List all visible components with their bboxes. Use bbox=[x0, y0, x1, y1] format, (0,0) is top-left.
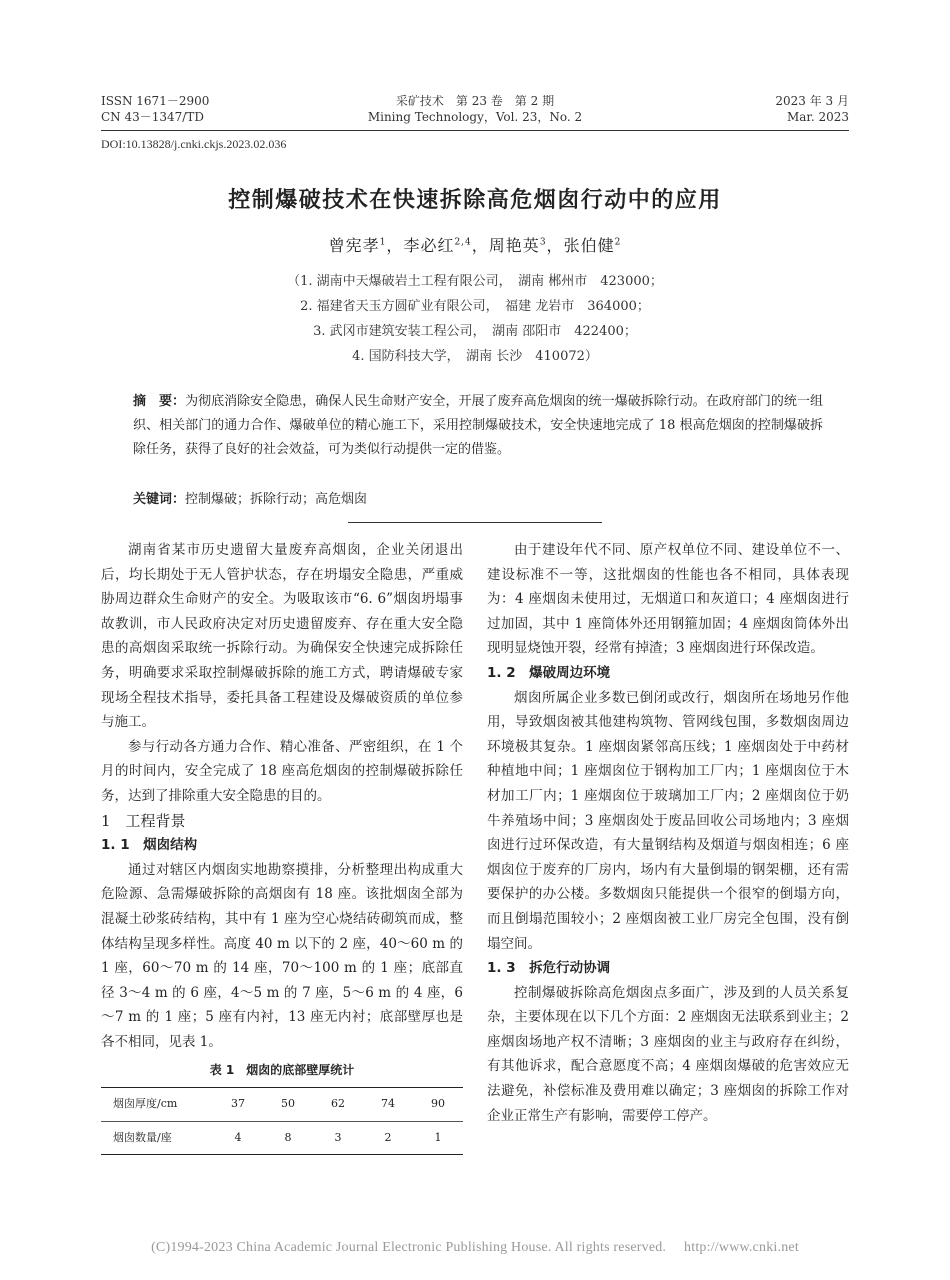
issn: ISSN 1671－2900 bbox=[101, 94, 210, 108]
keywords-label: 关键词： bbox=[133, 492, 186, 507]
section-heading: 1 工程背景 bbox=[101, 811, 186, 830]
author-sup: 2,4 bbox=[454, 237, 472, 248]
table-cell: 1 bbox=[413, 1121, 463, 1155]
author-name: 李必红 bbox=[403, 236, 455, 255]
author-sep: ， bbox=[471, 236, 489, 255]
paragraph: 烟囱所属企业多数已倒闭或改行，烟囱所在场地另作他用，导致烟囱被其他建构筑物、管网线包围，多数烟囱周边环境极其复杂。1 座烟囱紧邻高压线；1 座烟囱处于中药材种植地中间；1 座烟囱位于钢构加工厂内；1 座烟囱位于木材加工厂内；1 座烟囱位于玻璃加工厂内；2 座烟囱位于奶牛养殖场中间；3 座烟囱处于废品回收公司场地内；3 座烟囱进行过环保改造，有大量钢结构及烟道与烟囱相连；6 座烟囱位于废弃的厂房内，场内有大量倒塌的钢架棚，还有需要保护的办公楼。多数烟囱只能提供一个很窄的倒塌方向，而且倒塌范围较小；2 座烟囱被工业厂房完全包围，没有倒塌空间。 bbox=[487, 689, 849, 952]
table-cell: 62 bbox=[313, 1088, 363, 1122]
table-cell: 50 bbox=[263, 1088, 313, 1122]
affiliation-4: 4. 国防科技大学， 湖南 长沙 410072） bbox=[352, 349, 598, 364]
date-en: Mar. 2023 bbox=[786, 110, 849, 124]
table-cell: 37 bbox=[213, 1088, 263, 1122]
right-column bbox=[487, 538, 849, 1128]
header-left bbox=[101, 93, 209, 125]
header-rule bbox=[101, 130, 849, 131]
table-cell: 90 bbox=[413, 1088, 463, 1122]
table-cell: 3 bbox=[313, 1121, 363, 1155]
paragraph: 控制爆破拆除高危烟囱点多面广，涉及到的人员关系复杂，主要体现在以下几个方面：2 座烟囱无法联系到业主；2 座烟囱场地产权不清晰；3 座烟囱的业主与政府存在纠纷，有其他诉求，配合意愿度不高；4 座烟囱爆破的危害效应无法避免，补偿标准及费用难以确定；3 座烟囱的拆除工作对企业正常生产有影响，需要停工停产。 bbox=[487, 984, 849, 1124]
author-sup: 2 bbox=[614, 237, 622, 248]
journal-cn: 采矿技术 第 23 卷 第 2 期 bbox=[395, 94, 555, 108]
table-cell: 烟囱数量/座 bbox=[101, 1121, 213, 1155]
author-sep: ， bbox=[386, 236, 404, 255]
author-name: 周艳英 bbox=[488, 236, 540, 255]
author-name: 曾宪孝 bbox=[328, 236, 380, 255]
abstract-text: 为彻底消除安全隐患，确保人民生命财产安全，开展了废弃高危烟囱的统一爆破拆除行动。在政府部门的统一组织、相关部门的通力合作、爆破单位的精心施工下，采用控制爆破技术，安全快速地完成了 18 根高危烟囱的控制爆破拆除任务，获得了良好的社会效益，可为类似行动提供一定的借鉴。 bbox=[133, 394, 823, 457]
date-cn: 2023 年 3 月 bbox=[775, 94, 849, 108]
affiliation-1: （1. 湖南中天爆破岩土工程有限公司， 湖南 郴州市 423000； bbox=[287, 274, 663, 289]
table-cell: 烟囱厚度/cm bbox=[101, 1088, 213, 1122]
cn-number: CN 43－1347/TD bbox=[101, 110, 204, 124]
subsection-heading: 1. 3 拆危行动协调 bbox=[487, 960, 611, 977]
keywords bbox=[133, 488, 823, 507]
abstract-label: 摘 要： bbox=[133, 394, 186, 409]
author-list bbox=[101, 233, 849, 256]
wall-thickness-table bbox=[101, 1087, 463, 1155]
subsection-heading: 1. 2 爆破周边环境 bbox=[487, 664, 611, 681]
table-caption: 表 1 烟囱的底部壁厚统计 bbox=[209, 1063, 355, 1078]
doi: DOI:10.13828/j.cnki.ckjs.2023.02.036 bbox=[101, 137, 287, 151]
table-cell: 4 bbox=[213, 1121, 263, 1155]
table-row bbox=[101, 1088, 463, 1122]
paragraph: 通过对辖区内烟囱实地勘察摸排，分析整理出构成重大危险源、急需爆破拆除的高烟囱有 18 座。该批烟囱全部为混凝土砂浆砖结构，其中有 1 座为空心烧结砖砌筑而成，整体结构呈现多样性。高度 40 m 以下的 2 座，40～60 m 的 1 座，60～70 m 的 14 座，70～100 m 的 1 座；底部直径 3～4 m 的 6 座，4～5 m 的 7 座，5～6 m 的 4 座，6～7 m 的 1 座；5 座有内衬，13 座无内衬；底部壁厚也是各不相同，见表 1。 bbox=[101, 861, 463, 1050]
journal-en: Mining Technology，Vol. 23，No. 2 bbox=[367, 110, 583, 124]
header-center bbox=[300, 93, 650, 125]
keywords-text: 控制爆破；拆除行动；高危烟囱 bbox=[185, 492, 368, 507]
affiliation-2: 2. 福建省天玉方圆矿业有限公司， 福建 龙岩市 364000； bbox=[300, 299, 650, 314]
author-sep: ， bbox=[546, 236, 564, 255]
subsection-heading: 1. 1 烟囱结构 bbox=[101, 837, 198, 854]
paper-title: 控制爆破技术在快速拆除高危烟囱行动中的应用 bbox=[228, 188, 722, 213]
paragraph: 湖南省某市历史遗留大量废弃高烟囱，企业关闭退出后，均长期处于无人管护状态，存在坍塌安全隐患，严重威胁周边群众生命财产的安全。为吸取该市“6. 6”烟囱坍塌事故教训，市人民政府决定对历史遗留废弃、存在重大安全隐患的高烟囱采取统一拆除行动。为确保安全快速完成拆除任务，明确要求采取控制爆破拆除的施工方式，聘请爆破专家现场全程技术指导，委托具备工程建设及爆破资质的单位参与施工。 bbox=[101, 542, 463, 731]
paragraph: 由于建设年代不同、原产权单位不同、建设单位不一、建设标准不一等，这批烟囱的性能也各不相同，具体表现为：4 座烟囱未使用过，无烟道口和灰道口；4 座烟囱进行过加固，其中 1 座筒体外还用钢箍加固；4 座烟囱筒体外出现明显烧蚀开裂，经常有掉渣；3 座烟囱进行环保改造。 bbox=[487, 542, 849, 657]
abstract bbox=[133, 390, 823, 462]
author-sup: 1 bbox=[379, 237, 387, 248]
author-sup: 3 bbox=[539, 237, 547, 248]
left-column bbox=[101, 538, 463, 1155]
table-row bbox=[101, 1121, 463, 1155]
copyright-footer: (C)1994-2023 China Academic Journal Electronic Publishing House. All rights reserved. http://www.cnki.net bbox=[151, 1240, 799, 1255]
table-cell: 2 bbox=[363, 1121, 413, 1155]
table-cell: 74 bbox=[363, 1088, 413, 1122]
header-right bbox=[775, 93, 849, 125]
affiliation-3: 3. 武冈市建筑安装工程公司， 湖南 邵阳市 422400； bbox=[313, 324, 637, 339]
table-cell: 8 bbox=[263, 1121, 313, 1155]
paragraph: 参与行动各方通力合作、精心准备、严密组织，在 1 个月的时间内，安全完成了 18 座高危烟囱的控制爆破拆除任务，达到了排除重大安全隐患的目的。 bbox=[101, 738, 463, 804]
section-divider bbox=[348, 522, 602, 523]
author-name: 张伯健 bbox=[563, 236, 615, 255]
